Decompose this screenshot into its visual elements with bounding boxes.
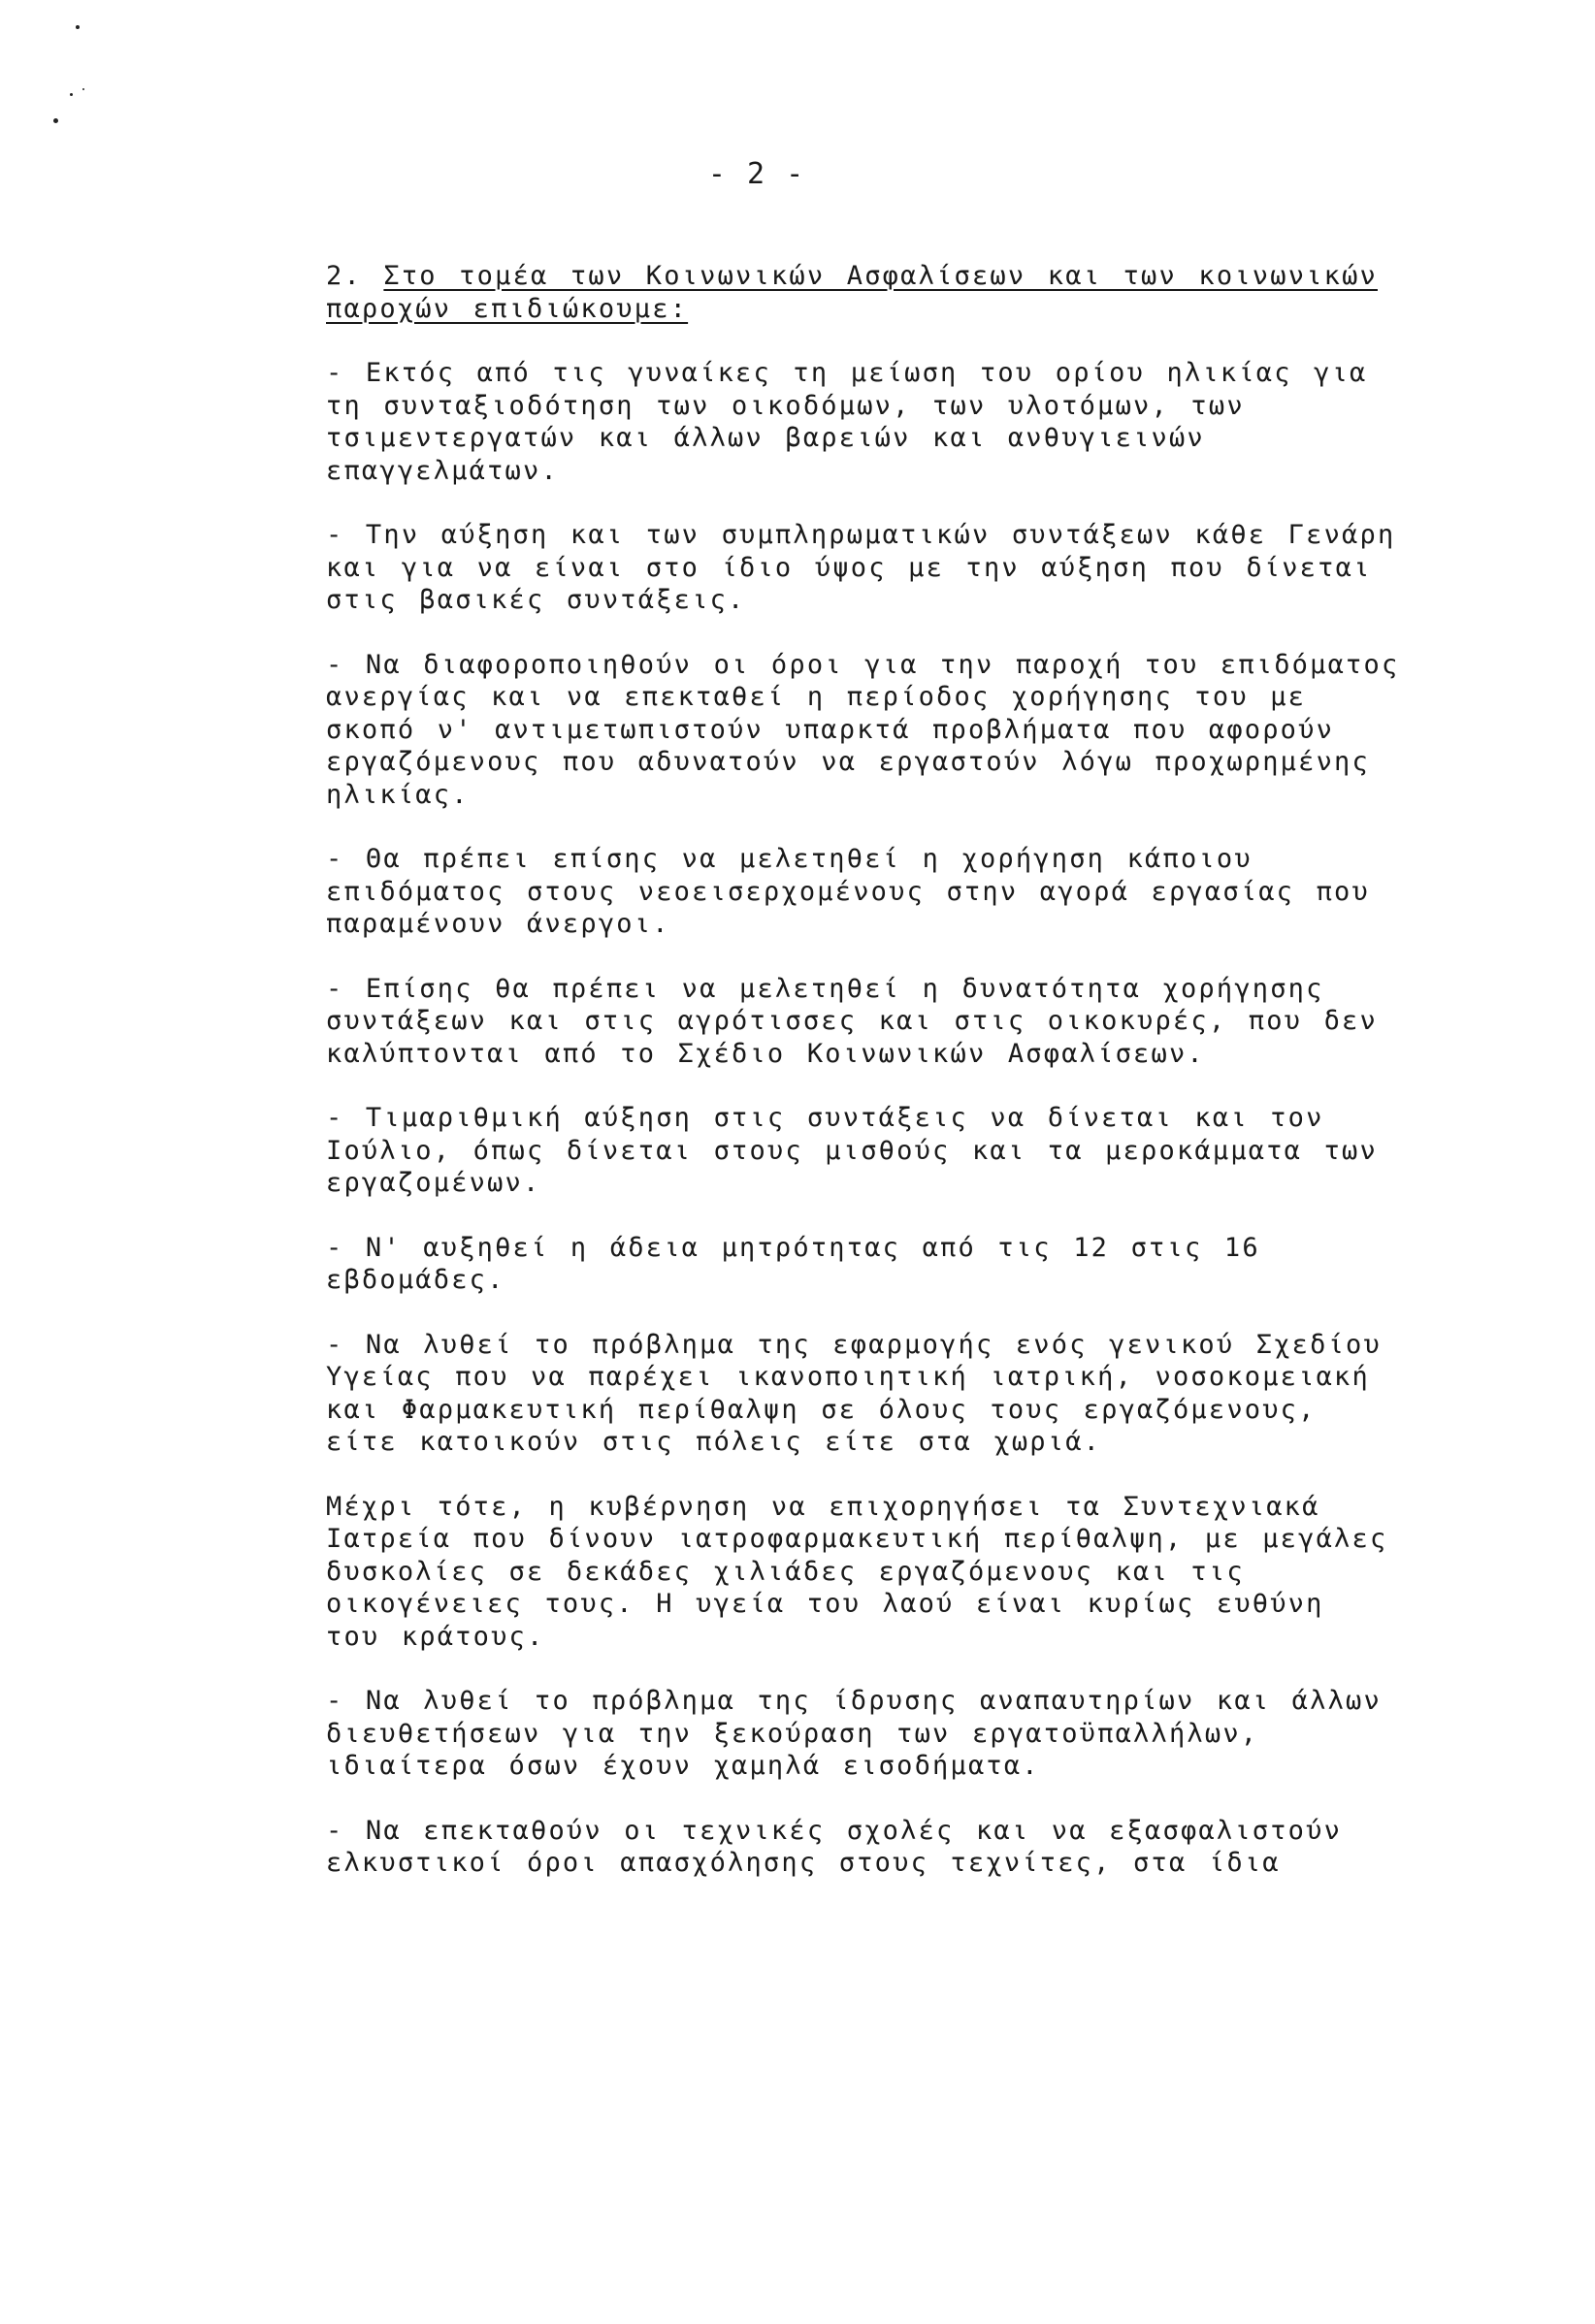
heading-text-line-1: Στο τομέα των Κοινωνικών Ασφαλίσεων και των κοινωνικών: [383, 261, 1378, 291]
text-line: ιδιαίτερα όσων έχουν χαμηλά εισοδήματα.: [326, 1751, 1040, 1781]
text-line: καλύπτονται από το Σχέδιο Κοινωνικών Ασφαλίσεων.: [326, 1038, 1205, 1069]
paragraph-rest-homes: [326, 1685, 1471, 1783]
text-line: συντάξεων και στις αγρότισσες και στις οικοκυρές, που δεν: [326, 1006, 1378, 1036]
paragraph-maternity-leave: [326, 1232, 1471, 1297]
text-line: σκοπό ν' αντιμετωπιστούν υπαρκτά προβλήματα που αφορούν: [326, 714, 1335, 745]
page-number: - 2 -: [707, 157, 806, 191]
text-line: ανεργίας και να επεκταθεί η περίοδος χορήγησης του με: [326, 682, 1307, 712]
section-heading: [326, 260, 1471, 325]
text-line: - Θα πρέπει επίσης να μελετηθεί η χορήγηση κάποιου: [326, 844, 1253, 874]
scan-speck: [82, 88, 84, 90]
text-line: Ιούλιο, όπως δίνεται στους μισθούς και τα μεροκάμματα των: [326, 1135, 1378, 1166]
scan-speck: [70, 93, 73, 96]
paragraph-union-clinics: [326, 1491, 1471, 1654]
text-line: στις βασικές συντάξεις.: [326, 585, 746, 615]
heading-line: [326, 293, 1471, 326]
text-line: και για να είναι στο ίδιο ύψος με την αύξηση που δίνεται: [326, 552, 1372, 583]
text-line: παραμένουν άνεργοι.: [326, 909, 670, 939]
text-line: - Επίσης θα πρέπει να μελετηθεί η δυνατότητα χορήγησης: [326, 973, 1324, 1004]
text-line: - Να λυθεί το πρόβλημα της ίδρυσης αναπαυτηρίων και άλλων: [326, 1686, 1382, 1716]
text-line: ελκυστικοί όροι απασχόλησης στους τεχνίτες, στα ίδια: [326, 1848, 1281, 1878]
text-line: - Την αύξηση και των συμπληρωματικών συντάξεων κάθε Γενάρη: [326, 520, 1396, 550]
text-line: εργαζόμενους που αδυνατούν να εργαστούν λόγω προχωρημένης: [326, 747, 1370, 777]
paragraph-health-plan: [326, 1329, 1471, 1459]
heading-text-line-2: παροχών επιδιώκουμε:: [326, 293, 689, 324]
paragraph-farmers-housewives-pensions: [326, 973, 1471, 1071]
text-line: - Τιμαριθμική αύξηση στις συντάξεις να δίνεται και τον: [326, 1103, 1324, 1133]
paragraph-unemployment-benefit: [326, 649, 1471, 812]
text-line: εβδομάδες.: [326, 1265, 505, 1295]
text-line: του κράτους.: [326, 1621, 545, 1652]
scan-speck: [76, 25, 80, 29]
text-line: επιδόματος στους νεοεισερχομένους στην αγορά εργασίας που: [326, 876, 1370, 907]
text-line: επαγγελμάτων.: [326, 455, 559, 486]
text-line: - Να διαφοροποιηθούν οι όροι για την παροχή του επιδόματος: [326, 649, 1400, 680]
heading-number: 2.: [326, 261, 362, 291]
text-line: - Να λυθεί το πρόβλημα της εφαρμογής ενός γενικού Σχεδίου: [326, 1329, 1382, 1360]
text-line: - Ν' αυξηθεί η άδεια μητρότητας από τις 12 στις 16: [326, 1232, 1260, 1263]
text-line: - Εκτός από τις γυναίκες τη μείωση του ορίου ηλικίας για: [326, 358, 1368, 388]
text-line: τσιμεντεργατών και άλλων βαρειών και ανθυγιεινών: [326, 423, 1205, 453]
text-line: διευθετήσεων για την ξεκούραση των εργατοϋπαλλήλων,: [326, 1718, 1259, 1749]
scan-speck: [53, 118, 58, 123]
paragraph-technical-schools: [326, 1815, 1471, 1880]
text-line: - Να επεκταθούν οι τεχνικές σχολές και να εξασφαλιστούν: [326, 1815, 1343, 1846]
text-line: δυσκολίες σε δεκάδες χιλιάδες εργαζόμενους και τις: [326, 1556, 1245, 1587]
text-line: ηλικίας.: [326, 779, 470, 810]
paragraph-supplementary-pensions: [326, 519, 1471, 617]
text-line: Μέχρι τότε, η κυβέρνηση να επιχορηγήσει τα Συντεχνιακά: [326, 1491, 1320, 1522]
paragraph-retirement-age: [326, 357, 1471, 487]
paragraph-new-entrants-allowance: [326, 843, 1471, 941]
document-body: [326, 260, 1471, 1912]
text-line: Υγείας που να παρέχει ικανοποιητική ιατρική, νοσοκομειακή: [326, 1362, 1370, 1392]
text-line: εργαζομένων.: [326, 1168, 541, 1198]
paragraph-cost-of-living-increase: [326, 1102, 1471, 1200]
text-line: τη συνταξιοδότηση των οικοδόμων, των υλοτόμων, των: [326, 390, 1245, 421]
heading-line: [326, 260, 1471, 293]
text-line: Ιατρεία που δίνουν ιατροφαρμακευτική περίθαλψη, με μεγάλες: [326, 1524, 1388, 1554]
text-line: είτε κατοικούν στις πόλεις είτε στα χωριά.: [326, 1427, 1102, 1457]
text-line: οικογένειες τους. Η υγεία του λαού είναι κυρίως ευθύνη: [326, 1589, 1324, 1619]
text-line: και Φαρμακευτική περίθαλψη σε όλους τους εργαζόμενους,: [326, 1394, 1317, 1425]
